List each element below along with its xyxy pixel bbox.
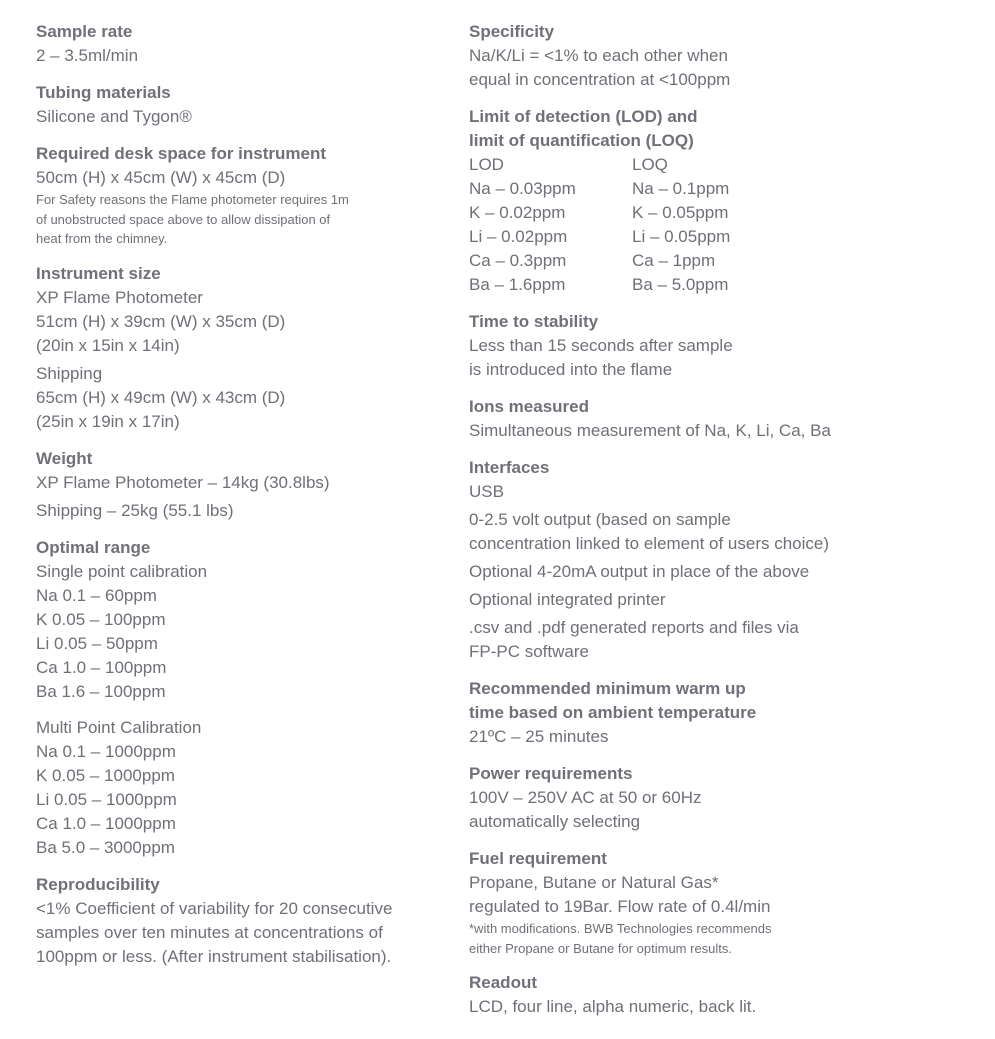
instrument-size-section [36,262,456,434]
desk-space-note: of unobstructed space above to allow dissipation of [36,211,331,227]
interface-usb: USB [469,482,504,501]
single-point-line: Single point calibration [36,561,208,581]
lod-cell: Ba – 1.6ppm [469,275,566,294]
sample-rate-heading: Sample rate [36,22,133,41]
reproducibility-section [36,873,456,969]
interfaces-section [469,456,979,664]
lod-column [469,153,632,297]
reproducibility-heading: Reproducibility [36,874,160,894]
tubing-section [36,81,456,129]
lod-cell: K – 0.02ppm [469,203,566,222]
multi-point-line: Li 0.05 – 1000ppm [36,789,177,809]
desk-space-heading: Required desk space for instrument [36,144,327,163]
ions-heading: Ions measured [469,397,589,416]
loq-cell: Ca – 1ppm [632,251,716,270]
weight-line: Shipping – 25kg (55.1 lbs) [36,500,234,520]
weight-section [36,447,456,523]
lod-loq-heading: limit of quantification (LOQ) [469,131,694,150]
loq-cell: Na – 0.1ppm [632,179,730,198]
single-point-line: K 0.05 – 100ppm [36,609,166,629]
loq-cell: Ba – 5.0ppm [632,275,729,294]
desk-space-value: 50cm (H) x 45cm (W) x 45cm (D) [36,168,286,187]
power-heading: Power requirements [469,764,633,783]
reproducibility-line: samples over ten minutes at concentrations of [36,922,383,942]
loq-cell: K – 0.05ppm [632,203,729,222]
desk-space-note: heat from the chimney. [36,231,168,246]
interface-reports: .csv and .pdf generated reports and files via [469,618,799,637]
instrument-size-line: 51cm (H) x 39cm (W) x 35cm (D) [36,311,286,331]
right-column [469,20,979,1032]
specificity-line: Na/K/Li = <1% to each other when [469,46,728,65]
fuel-line: regulated to 19Bar. Flow rate of 0.4l/min [469,897,771,916]
lod-loq-table [469,153,979,297]
instrument-size-line: (20in x 15in x 14in) [36,335,180,355]
instrument-size-heading: Instrument size [36,263,161,283]
multi-point-line: Ca 1.0 – 1000ppm [36,813,176,833]
warmup-heading: time based on ambient temperature [469,703,757,722]
instrument-size-line: Shipping [36,363,103,383]
stability-line: is introduced into the flame [469,360,673,379]
ions-value: Simultaneous measurement of Na, K, Li, Ca, Ba [469,421,831,440]
reproducibility-line: <1% Coefficient of variability for 20 consecutive [36,898,393,918]
fuel-line: Propane, Butane or Natural Gas* [469,873,719,892]
multi-point-line: Na 0.1 – 1000ppm [36,741,176,761]
left-column [36,20,456,982]
multi-point-line: Multi Point Calibration [36,717,202,737]
lod-loq-section [469,105,979,297]
fuel-note: *with modifications. BWB Technologies recommends [469,921,772,936]
lod-cell: LOD [469,155,504,174]
power-line: automatically selecting [469,812,641,831]
power-line: 100V – 250V AC at 50 or 60Hz [469,788,702,807]
specificity-heading: Specificity [469,22,555,41]
fuel-heading: Fuel requirement [469,849,607,868]
single-point-line: Ba 1.6 – 100ppm [36,681,166,701]
single-point-line: Na 0.1 – 60ppm [36,585,157,605]
specificity-section [469,20,979,92]
reproducibility-line: 100ppm or less. (After instrument stabilisation). [36,946,392,966]
warmup-heading: Recommended minimum warm up [469,679,746,698]
ions-section [469,395,979,443]
stability-section [469,310,979,382]
readout-heading: Readout [469,973,537,992]
lod-cell: Li – 0.02ppm [469,227,568,246]
interfaces-heading: Interfaces [469,458,550,477]
sample-rate-section [36,20,456,68]
readout-section [469,971,979,1019]
desk-space-section [36,142,456,249]
interface-reports: FP-PC software [469,642,589,661]
stability-line: Less than 15 seconds after sample [469,336,733,355]
interface-ma: Optional 4-20mA output in place of the above [469,562,810,581]
single-point-line: Ca 1.0 – 100ppm [36,657,167,677]
tubing-heading: Tubing materials [36,83,171,102]
warmup-value: 21ºC – 25 minutes [469,727,609,746]
loq-cell: LOQ [632,155,668,174]
power-section [469,762,979,834]
weight-heading: Weight [36,448,93,468]
specificity-line: equal in concentration at <100ppm [469,70,731,89]
tubing-value: Silicone and Tygon® [36,107,192,126]
lod-loq-heading: Limit of detection (LOD) and [469,107,698,126]
instrument-size-line: (25in x 19in x 17in) [36,411,180,431]
single-point-line: Li 0.05 – 50ppm [36,633,158,653]
optimal-range-section [36,536,456,860]
instrument-size-line: XP Flame Photometer [36,287,203,307]
fuel-note: either Propane or Butane for optimum results. [469,940,733,956]
interface-volt: concentration linked to element of users choice) [469,534,830,553]
weight-line: XP Flame Photometer – 14kg (30.8lbs) [36,472,330,492]
multi-point-line: K 0.05 – 1000ppm [36,765,175,785]
stability-heading: Time to stability [469,312,599,331]
multi-point-line: Ba 5.0 – 3000ppm [36,837,175,857]
loq-column [632,153,832,297]
lod-cell: Ca – 0.3ppm [469,251,567,270]
warmup-section [469,677,979,749]
loq-cell: Li – 0.05ppm [632,227,731,246]
readout-value: LCD, four line, alpha numeric, back lit. [469,997,757,1016]
sample-rate-value: 2 – 3.5ml/min [36,46,139,65]
fuel-section [469,847,979,958]
interface-volt: 0-2.5 volt output (based on sample [469,510,731,529]
desk-space-note: For Safety reasons the Flame photometer requires 1m [36,192,349,207]
optimal-range-heading: Optimal range [36,537,151,557]
instrument-size-line: 65cm (H) x 49cm (W) x 43cm (D) [36,387,286,407]
lod-cell: Na – 0.03ppm [469,179,576,198]
interface-printer: Optional integrated printer [469,590,666,609]
